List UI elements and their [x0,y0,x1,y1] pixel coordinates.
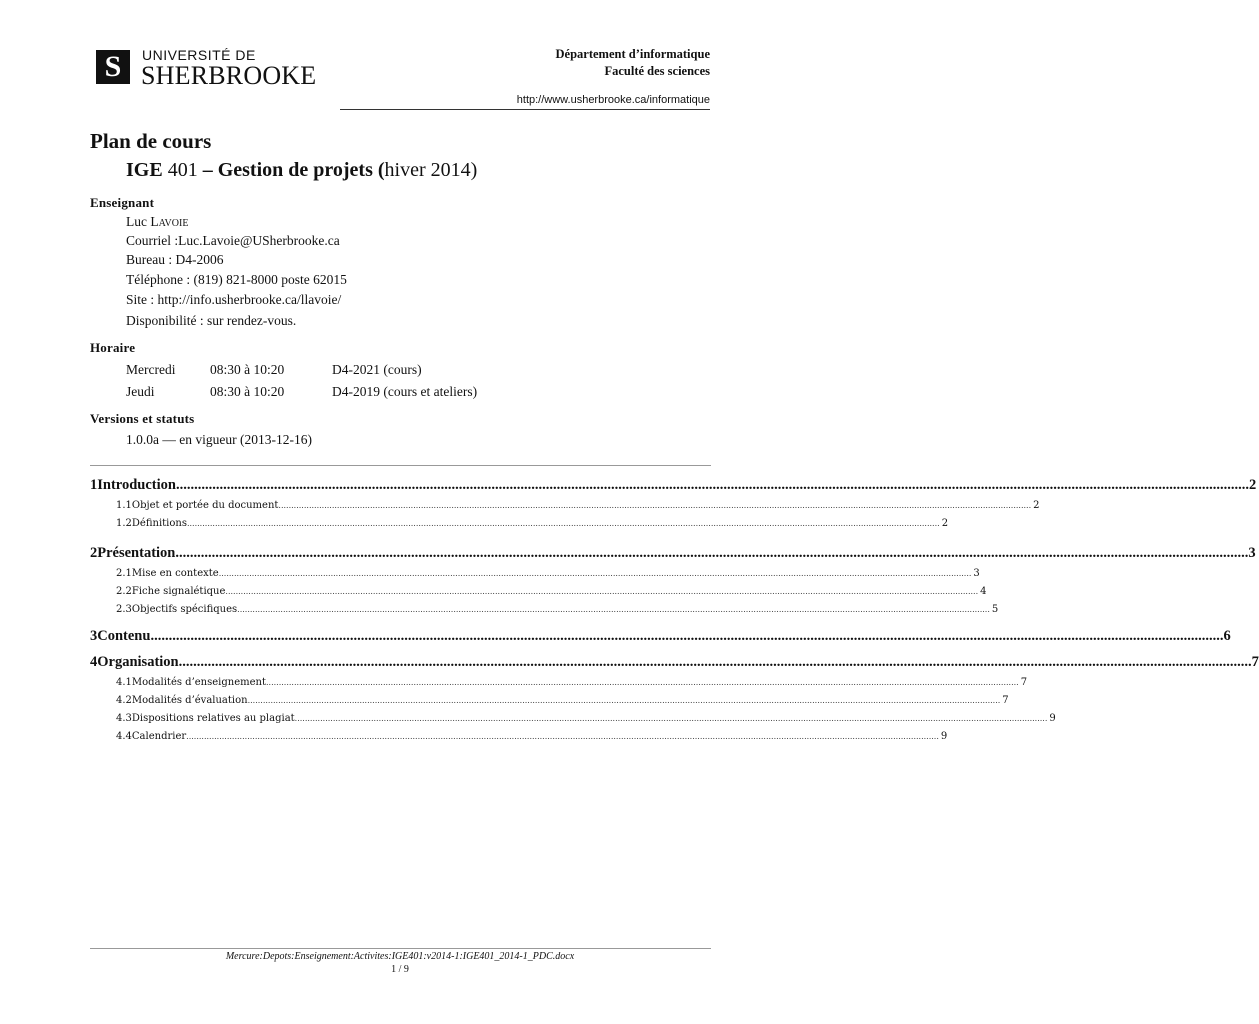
toc-number: 1.2 [116,518,132,529]
toc-label: Modalités d’évaluation [131,695,248,706]
toc-leader: ........................................................................................................................................................................................................................................................................................................ [186,519,940,528]
schedule-time: 08:30 à 10:20 [210,384,285,399]
toc-number: 4 [90,654,98,670]
toc-page: 3 [973,568,980,579]
teacher-name-last: AVOIE [158,218,189,229]
toc-entry-level2[interactable] [116,568,980,582]
teacher-availability: Disponibilité : sur rendez-vous. [126,313,297,328]
department-block [556,46,711,80]
toc-label: Mise en contexte [131,568,219,579]
toc-number: 2.3 [116,604,132,615]
toc-leader: ........................................................................................................................................................................................................................................................................................................ [294,714,1048,723]
department-url[interactable]: http://www.usherbrooke.ca/informatique [516,94,710,106]
toc-page: 4 [980,586,987,597]
teacher-phone: Téléphone : (819) 821-8000 poste 62015 [126,272,347,287]
logo-mark: S [96,50,130,84]
toc-entry-level1[interactable] [90,654,1259,672]
toc-number: 2.2 [116,586,132,597]
toc-page: 9 [1049,713,1056,724]
version-status: 1.0.0a — en vigueur (2013-12-16) [126,432,312,447]
course-term: hiver 2014) [384,159,478,181]
footer-divider [90,948,711,949]
toc-entry-level2[interactable] [116,586,987,600]
teacher-name-first: Luc L [126,214,159,229]
toc-entry-level2[interactable] [116,677,1028,691]
toc-page: 7 [1002,695,1009,706]
toc-number: 2.1 [116,568,132,579]
toc-label: Dispositions relatives au plagiat [131,713,295,724]
toc-label: Introduction [97,477,176,493]
logo-text-line1: UNIVERSITÉ DE [142,47,256,63]
logo-text-line2: SHERBROOKE [141,61,317,90]
toc-label: Contenu [97,628,151,644]
course-number: 401 [167,159,198,181]
toc-page: 2 [1248,477,1257,493]
university-logo [96,46,336,90]
versions-heading: Versions et statuts [90,411,195,426]
toc-number: 1.1 [116,500,132,511]
toc-label: Fiche signalétique [131,586,226,597]
toc-leader: ........................................................................................................................................................................................................................................................................................................ [150,628,1224,644]
toc-entry-level1[interactable] [90,545,1256,563]
toc-leader: ........................................................................................................................................................................................................................................................................................................ [186,732,939,741]
toc-number: 4.2 [116,695,132,706]
department-name: Département d’informatique [555,47,710,61]
course-title [126,159,477,182]
teacher-email[interactable]: Courriel :Luc.Lavoie@USherbrooke.ca [126,233,340,248]
toc-entry-level2[interactable] [116,731,948,745]
toc-number: 4.4 [116,731,132,742]
toc-entry-level2[interactable] [116,695,1009,709]
toc-label: Présentation [97,545,176,561]
header-divider [340,109,710,110]
teacher-site[interactable]: Site : http://info.usherbrooke.ca/llavoie/ [126,292,342,307]
schedule-day: Mercredi [126,362,176,377]
toc-number: 1 [90,477,98,493]
toc-number: 4.1 [116,677,132,688]
schedule-room: D4-2019 (cours et ateliers) [332,384,478,399]
toc-entry-level1[interactable] [90,477,1257,495]
toc-label: Organisation [97,654,179,670]
toc-label: Objectifs spécifiques [131,604,238,615]
toc-entry-level2[interactable] [116,518,949,532]
schedule-room: D4-2021 (cours) [332,362,422,377]
footer-file-path: Mercure:Depots:Enseignement:Activites:IGE401:v2014-1:IGE401_2014-1_PDC.docx [225,951,575,962]
toc-entry-level1[interactable] [90,628,1231,646]
toc-entry-level2[interactable] [116,500,1040,514]
toc-leader: ........................................................................................................................................................................................................................................................................................................ [225,587,979,596]
toc-leader: ........................................................................................................................................................................................................................................................................................................ [178,654,1252,670]
course-code: IGE [126,159,163,181]
toc-page: 2 [1033,500,1040,511]
course-name: Gestion de projets [217,159,373,181]
toc-page: 7 [1251,654,1259,670]
toc-label: Objet et portée du document [131,500,279,511]
faculty-name: Faculté des sciences [604,64,710,78]
enseignant-heading: Enseignant [90,195,155,210]
toc-number: 4.3 [116,713,132,724]
toc-number: 3 [90,628,98,644]
toc-page: 5 [991,604,999,615]
toc-divider [90,465,711,466]
toc-page: 6 [1223,628,1231,644]
toc-label: Modalités d’enseignement [131,677,266,688]
toc-label: Calendrier [131,731,187,742]
toc-leader: ........................................................................................................................................................................................................................................................................................................ [265,678,1019,687]
toc-page: 2 [941,518,949,529]
page-title: Plan de cours [90,129,212,153]
toc-leader: ........................................................................................................................................................................................................................................................................................................ [247,696,1001,705]
toc-page: 3 [1248,545,1256,561]
toc-entry-level2[interactable] [116,604,999,618]
teacher-office: Bureau : D4-2006 [126,252,224,267]
schedule-day: Jeudi [126,384,155,399]
teacher-name [126,214,188,230]
schedule-time: 08:30 à 10:20 [210,362,285,377]
title-dash: – [202,159,213,181]
toc-page: 9 [940,731,948,742]
toc-entry-level2[interactable] [116,713,1056,727]
toc-leader: ........................................................................................................................................................................................................................................................................................................ [237,605,990,614]
toc-page: 7 [1020,677,1028,688]
toc-leader: ........................................................................................................................................................................................................................................................................................................ [175,545,1249,561]
horaire-heading: Horaire [90,340,136,355]
toc-leader: ........................................................................................................................................................................................................................................................................................................ [218,569,972,578]
page-number: 1 / 9 [391,964,409,975]
toc-label: Définitions [131,518,187,529]
toc-leader: ........................................................................................................................................................................................................................................................................................................ [278,501,1032,510]
toc-leader: ........................................................................................................................................................................................................................................................................................................ [175,477,1249,493]
title-open-paren: ( [377,159,385,181]
toc-number: 2 [90,545,98,561]
